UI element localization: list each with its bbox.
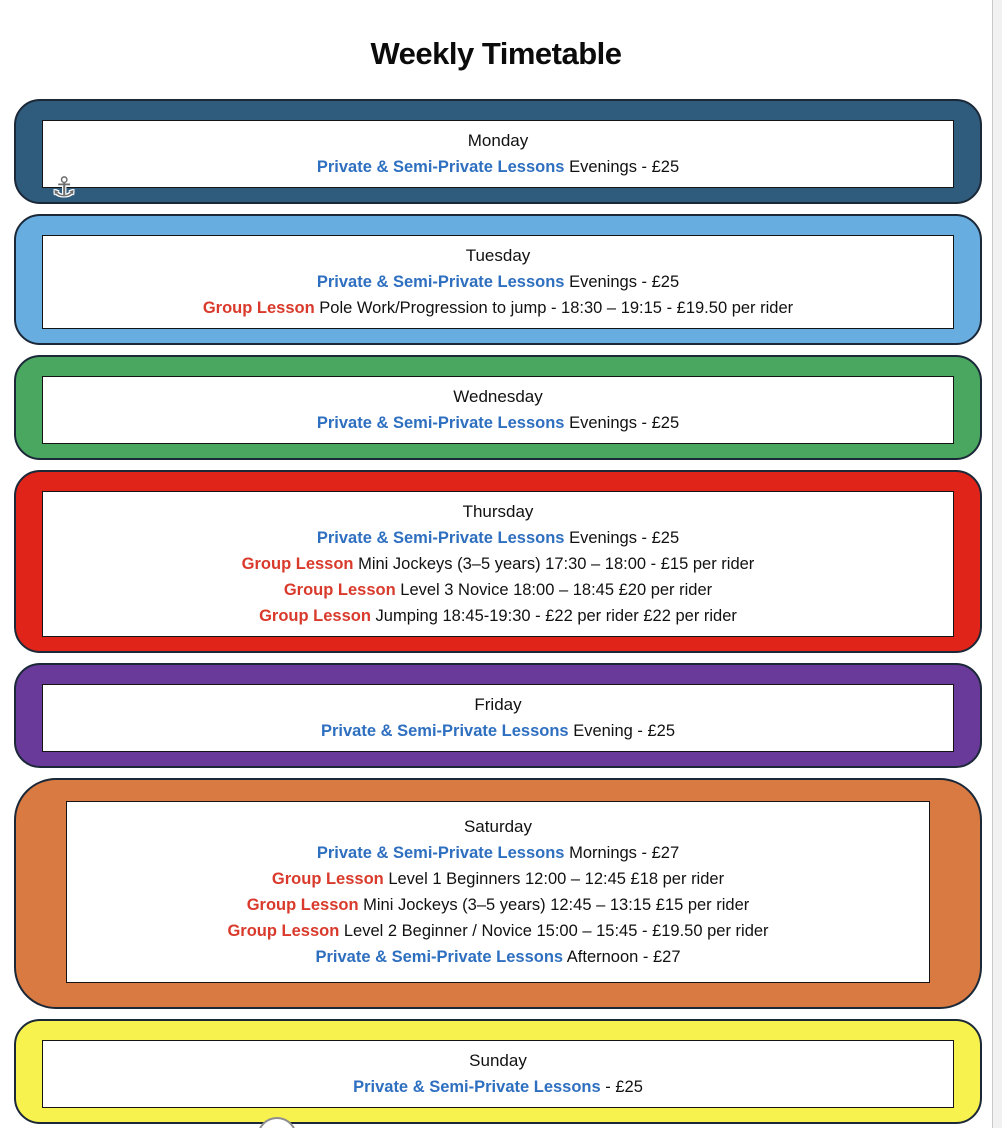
lesson-line <box>53 1074 943 1100</box>
day-name: Monday <box>467 131 529 150</box>
lesson-text: Level 2 Beginner / Novice 15:00 – 15:45 - £19.50 per rider <box>339 922 769 940</box>
day-card <box>66 801 930 983</box>
lesson-text: Mornings - £27 <box>564 844 680 862</box>
lesson-line <box>77 892 919 918</box>
lesson-line <box>53 551 943 577</box>
lesson-text: Evenings - £25 <box>564 529 680 547</box>
private-lesson-label: Private & Semi-Private Lessons <box>316 414 565 432</box>
private-lesson-label: Private & Semi-Private Lessons <box>353 1078 601 1096</box>
lesson-line <box>77 944 919 970</box>
lesson-text: Evening - £25 <box>568 722 676 740</box>
day-name: Thursday <box>462 502 534 521</box>
day-box-wednesday <box>14 355 982 460</box>
private-lesson-label: Private & Semi-Private Lessons <box>315 948 564 966</box>
lesson-text: Pole Work/Progression to jump - 18:30 – 19:15 - £19.50 per rider <box>314 299 794 317</box>
group-lesson-label: Group Lesson <box>241 555 354 573</box>
group-lesson-label: Group Lesson <box>283 581 396 599</box>
timetable <box>0 99 992 1124</box>
lesson-text: Afternoon - £27 <box>563 948 681 966</box>
lesson-line <box>77 840 919 866</box>
group-lesson-label: Group Lesson <box>246 896 359 914</box>
day-card <box>42 1040 954 1108</box>
day-box-sunday <box>14 1019 982 1124</box>
private-lesson-label: Private & Semi-Private Lessons <box>316 273 565 291</box>
day-name: Tuesday <box>465 246 531 265</box>
group-lesson-label: Group Lesson <box>271 870 384 888</box>
lesson-text: Mini Jockeys (3–5 years) 12:45 – 13:15 £15 per rider <box>358 896 750 914</box>
day-card <box>42 376 954 444</box>
lesson-text: Evenings - £25 <box>564 414 680 432</box>
lesson-text: Evenings - £25 <box>564 273 680 291</box>
day-card <box>42 491 954 637</box>
group-lesson-label: Group Lesson <box>202 299 315 317</box>
day-name: Wednesday <box>453 387 543 406</box>
lesson-line <box>53 525 943 551</box>
anchor-icon[interactable]: ⚓ <box>52 172 77 202</box>
lesson-text: Evenings - £25 <box>564 158 680 176</box>
lesson-line <box>53 295 943 321</box>
day-name: Friday <box>474 695 522 714</box>
group-lesson-label: Group Lesson <box>227 922 340 940</box>
private-lesson-label: Private & Semi-Private Lessons <box>316 158 565 176</box>
lesson-text: - £25 <box>600 1078 643 1096</box>
lesson-line <box>53 410 943 436</box>
private-lesson-label: Private & Semi-Private Lessons <box>320 722 569 740</box>
private-lesson-label: Private & Semi-Private Lessons <box>316 844 565 862</box>
day-box-friday <box>14 663 982 768</box>
day-box-saturday <box>14 778 982 1009</box>
lesson-line <box>53 577 943 603</box>
lesson-text: Level 3 Novice 18:00 – 18:45 £20 per rider <box>395 581 713 599</box>
lesson-line <box>53 269 943 295</box>
day-name: Saturday <box>463 817 533 836</box>
day-card <box>42 684 954 752</box>
page-title: Weekly Timetable <box>370 36 622 71</box>
lesson-line <box>53 154 943 180</box>
scrollbar[interactable] <box>992 0 1002 1128</box>
lesson-line <box>53 603 943 629</box>
day-card <box>42 120 954 188</box>
lesson-text: Jumping 18:45-19:30 - £22 per rider £22 per rider <box>370 607 737 625</box>
lesson-text: Mini Jockeys (3–5 years) 17:30 – 18:00 - £15 per rider <box>353 555 755 573</box>
group-lesson-label: Group Lesson <box>259 607 371 625</box>
lesson-line <box>53 718 943 744</box>
lesson-text: Level 1 Beginners 12:00 – 12:45 £18 per rider <box>383 870 725 888</box>
day-card <box>42 235 954 329</box>
day-box-tuesday <box>14 214 982 345</box>
day-box-monday <box>14 99 982 204</box>
day-name: Sunday <box>469 1051 527 1070</box>
day-box-thursday <box>14 470 982 653</box>
lesson-line <box>77 918 919 944</box>
lesson-line <box>77 866 919 892</box>
private-lesson-label: Private & Semi-Private Lessons <box>316 529 565 547</box>
